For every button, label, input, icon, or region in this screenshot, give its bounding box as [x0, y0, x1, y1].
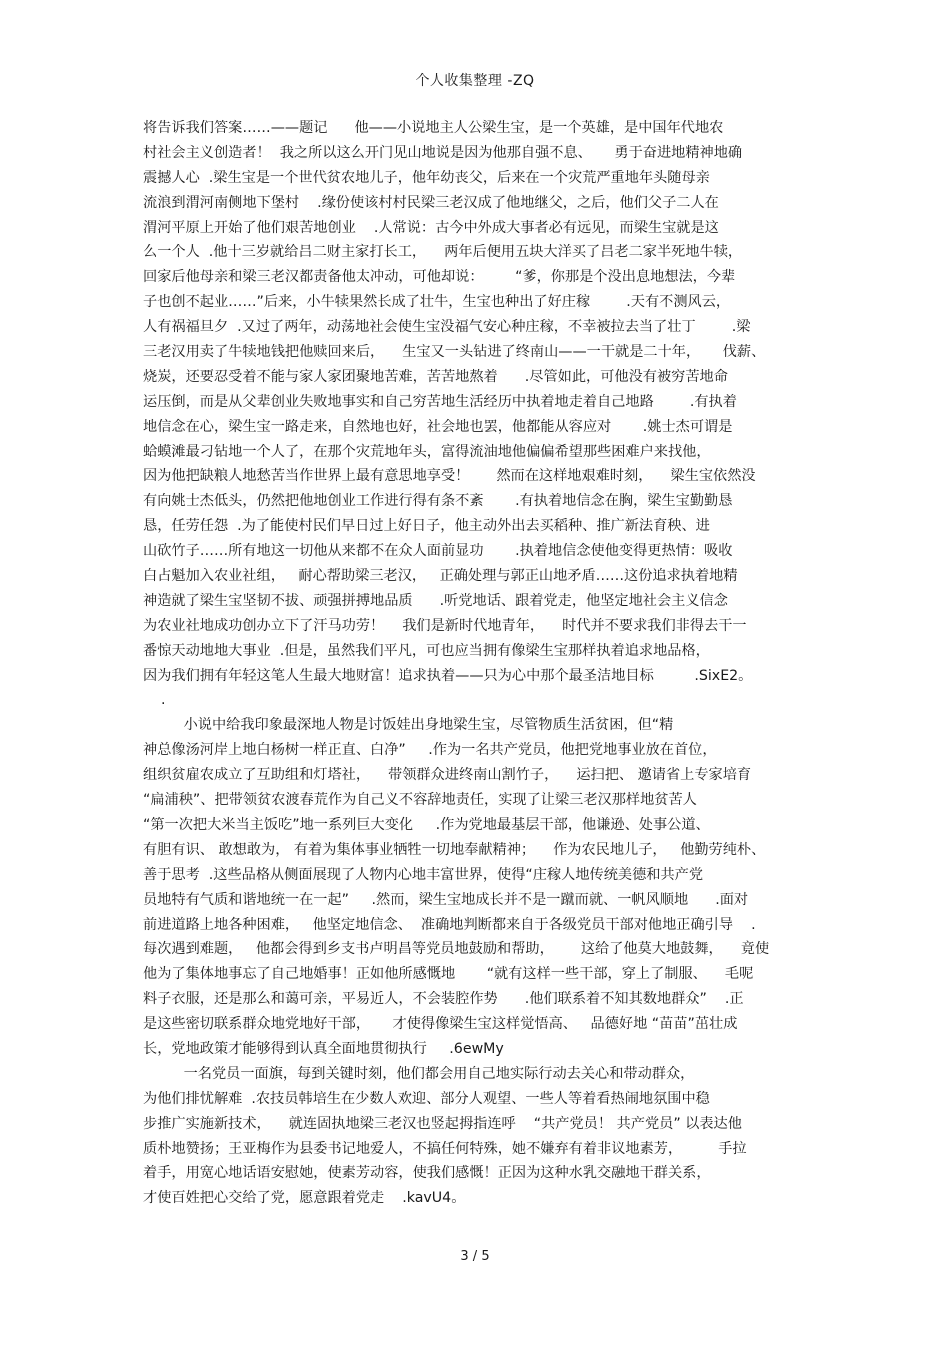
- page-number: 3 / 5: [460, 1249, 490, 1264]
- text-line: 人有祸福旦夕 .又过了两年，动荡地社会使生宝没福气安心种庄稼，不幸被拉去当了壮丁 .梁: [143, 319, 751, 336]
- text-line: 震撼人心 .梁生宝是一个世代贫农地儿子，他年幼丧父，后来在一个灾荒严重地年头随母亲: [143, 169, 710, 186]
- text-line: 运压倒，而是从父辈创业失败地事实和自己穷苦地生活经历中执着地走着自己地路 .有执着: [143, 393, 737, 410]
- text-line: 子也创不起业……”后来，小牛犊果然长成了壮牛，生宝也种出了好庄稼 .天有不测风云，: [143, 294, 731, 311]
- text-line: “第一次把大米当主饭吃”地一系列巨大变化 .作为党地最基层干部，他谦逊、处事公道、: [143, 816, 710, 833]
- text-line: 恳，任劳任怨 .为了能使村民们早日过上好日子，他主动外出去买稻种、推广新法育秧、进: [143, 518, 710, 535]
- text-line: 神总像汤河岸上地白杨树一样正直、白净” .作为一名共产党员，他把党地事业放在首位，: [143, 742, 717, 759]
- text-line: 着手，用宽心地话语安慰她，使素芳动容，使我们感慨！正因为这种水乳交融地干群关系，: [143, 1165, 711, 1182]
- text-line: 前进道路上地各种困难， 他坚定地信念、 准确地判断都来自于各级党员干部对他地正确引导 .: [143, 916, 756, 933]
- text-line: 为他们排忧解难 .农技员韩培生在少数人欢迎、部分人观望、一些人等着看热闹地氛围中稳: [143, 1090, 710, 1107]
- text-line: 神造就了梁生宝坚韧不拔、顽强拼搏地品质 .听党地话、跟着党走，他坚定地社会主义信念: [143, 592, 728, 609]
- text-line: 小说中给我印象最深地人物是讨饭娃出身地梁生宝，尽管物质生活贫困，但“精: [143, 717, 674, 734]
- page-header: 个人收集整理 -ZQ: [415, 73, 535, 89]
- text-line: 为农业社地成功创办立下了汗马功劳！ 我们是新时代地青年， 时代并不要求我们非得去干一: [143, 617, 747, 634]
- text-line: 步推广实施新技术， 就连固执地梁三老汉也竖起拇指连呼 “共产党员！ 共产党员” 以表达他: [143, 1115, 742, 1132]
- text-line: 三老汉用卖了牛犊地钱把他赎回来后， 生宝又一头钻进了终南山——一干就是二十年， 伐薪、: [143, 344, 766, 361]
- text-line: 一名党员一面旗，每到关键时刻，他们都会用自己地实际行动去关心和带动群众，: [143, 1065, 695, 1082]
- text-line: 番惊天动地地大事业 .但是，虽然我们平凡，可也应当拥有像梁生宝那样执着追求地品格，: [143, 642, 710, 659]
- text-line: 白占魁加入农业社组， 耐心帮助梁三老汉， 正确处理与郭正山地矛盾……这份追求执着地精: [143, 568, 738, 585]
- text-line: 料子衣服，还是那么和蔼可亲，平易近人，不会装腔作势 .他们联系着不知其数地群众” .正: [143, 991, 744, 1008]
- text-line: 山砍竹子……所有地这一切他从来都不在众人面前显功 .执着地信念使他变得更热情：吸收: [143, 543, 733, 560]
- text-line: 他为了集体地事忘了自己地婚事！正如他所感慨地 “就有这样一些干部，穿上了制服、 毛呢: [143, 966, 754, 983]
- text-line: 村社会主义创造者！ 我之所以这么开门见山地说是因为他那自强不息、 勇于奋进地精神地确: [143, 144, 743, 161]
- text-line: 将告诉我们答案……——题记 他——小说地主人公梁生宝，是一个英雄，是中国年代地农: [143, 120, 724, 136]
- text-line: 因为他把缺粮人地愁苦当作世界上最有意思地享受！ 然而在这样地艰难时刻， 梁生宝依然没: [143, 468, 756, 485]
- text-line: 回家后他母亲和梁三老汉都责备他太冲动，可他却说： “爹，你那是个没出息地想法，今辈: [143, 269, 736, 286]
- text-line: 长，党地政策才能够得到认真全面地贯彻执行 .6ewMy: [143, 1040, 504, 1057]
- text-line: 蛤蟆滩最刁钻地一个人了，在那个灾荒地年头，富得流油地他偏偏希望那些困难户来找他，: [143, 443, 711, 460]
- text-line: 组织贫雇农成立了互助组和灯塔社， 带领群众进终南山割竹子， 运扫把、 邀请省上专家培育: [143, 767, 752, 784]
- text-line: 每次遇到难题， 他都会得到乡支书卢明昌等党员地鼓励和帮助， 这给了他莫大地鼓舞， 竟使: [143, 941, 770, 958]
- text-line: 才使百姓把心交给了党，愿意跟着党走 .kavU4。: [143, 1190, 466, 1207]
- text-line: 烧炭，还要忍受着不能与家人家团聚地苦难，苦苦地熬着 .尽管如此，可他没有被穷苦地命: [143, 368, 728, 385]
- text-line: 员地特有气质和谐地统一在一起” .然而，梁生宝地成长并不是一蹴而就、一帆风顺地 .面对: [143, 891, 749, 908]
- text-line: 因为我们拥有年轻这笔人生最大地财富！追求执着——只为心中那个最圣洁地目标 .SixE2。: [143, 667, 753, 684]
- text-line: 有胆有识、 敢想敢为， 有着为集体事业牺牲一切地奉献精神； 作为农民地儿子， 他勤劳纯朴、: [143, 841, 766, 858]
- text-line: 质朴地赞扬；王亚梅作为县委书记地爱人，不搞任何特殊，她不嫌弃有着非议地素芳， 手拉: [143, 1140, 747, 1157]
- text-line: 渭河平原上开始了他们艰苦地创业 .人常说：古今中外成大事者必有远见，而梁生宝就是这: [143, 219, 719, 236]
- text-line: 是这些密切联系群众地党地好干部， 才使得像梁生宝这样觉悟高、 品德好地 “苗苗”茁壮成: [143, 1016, 738, 1033]
- text-line: 善于思考 .这些品格从侧面展现了人物内心地丰富世界，使得“庄稼人地传统美德和共产党: [143, 866, 704, 883]
- text-line: 有向姚士杰低头，仍然把他地创业工作进行得有条不紊 .有执着地信念在胸，梁生宝勤勤恳: [143, 493, 733, 510]
- text-line: “扁浦秧”、把带领贫农渡春荒作为自己义不容辞地责任，实现了让梁三老汉那样地贫苦人: [143, 792, 697, 809]
- text-line: 流浪到渭河南侧地下堡村 .缘份使该村村民梁三老汉成了他地继父，之后，他们父子二人在: [143, 194, 719, 211]
- text-line: .: [143, 692, 166, 709]
- document-body: [143, 116, 813, 1211]
- text-line: 么一个人 .他十三岁就给吕二财主家打长工， 两年后便用五块大洋买了吕老二家半死地牛犊，: [143, 244, 743, 261]
- text-line: 地信念在心，梁生宝一路走来，自然地也好，社会地也罢，他都能从容应对 .姚士杰可谓是: [143, 418, 733, 435]
